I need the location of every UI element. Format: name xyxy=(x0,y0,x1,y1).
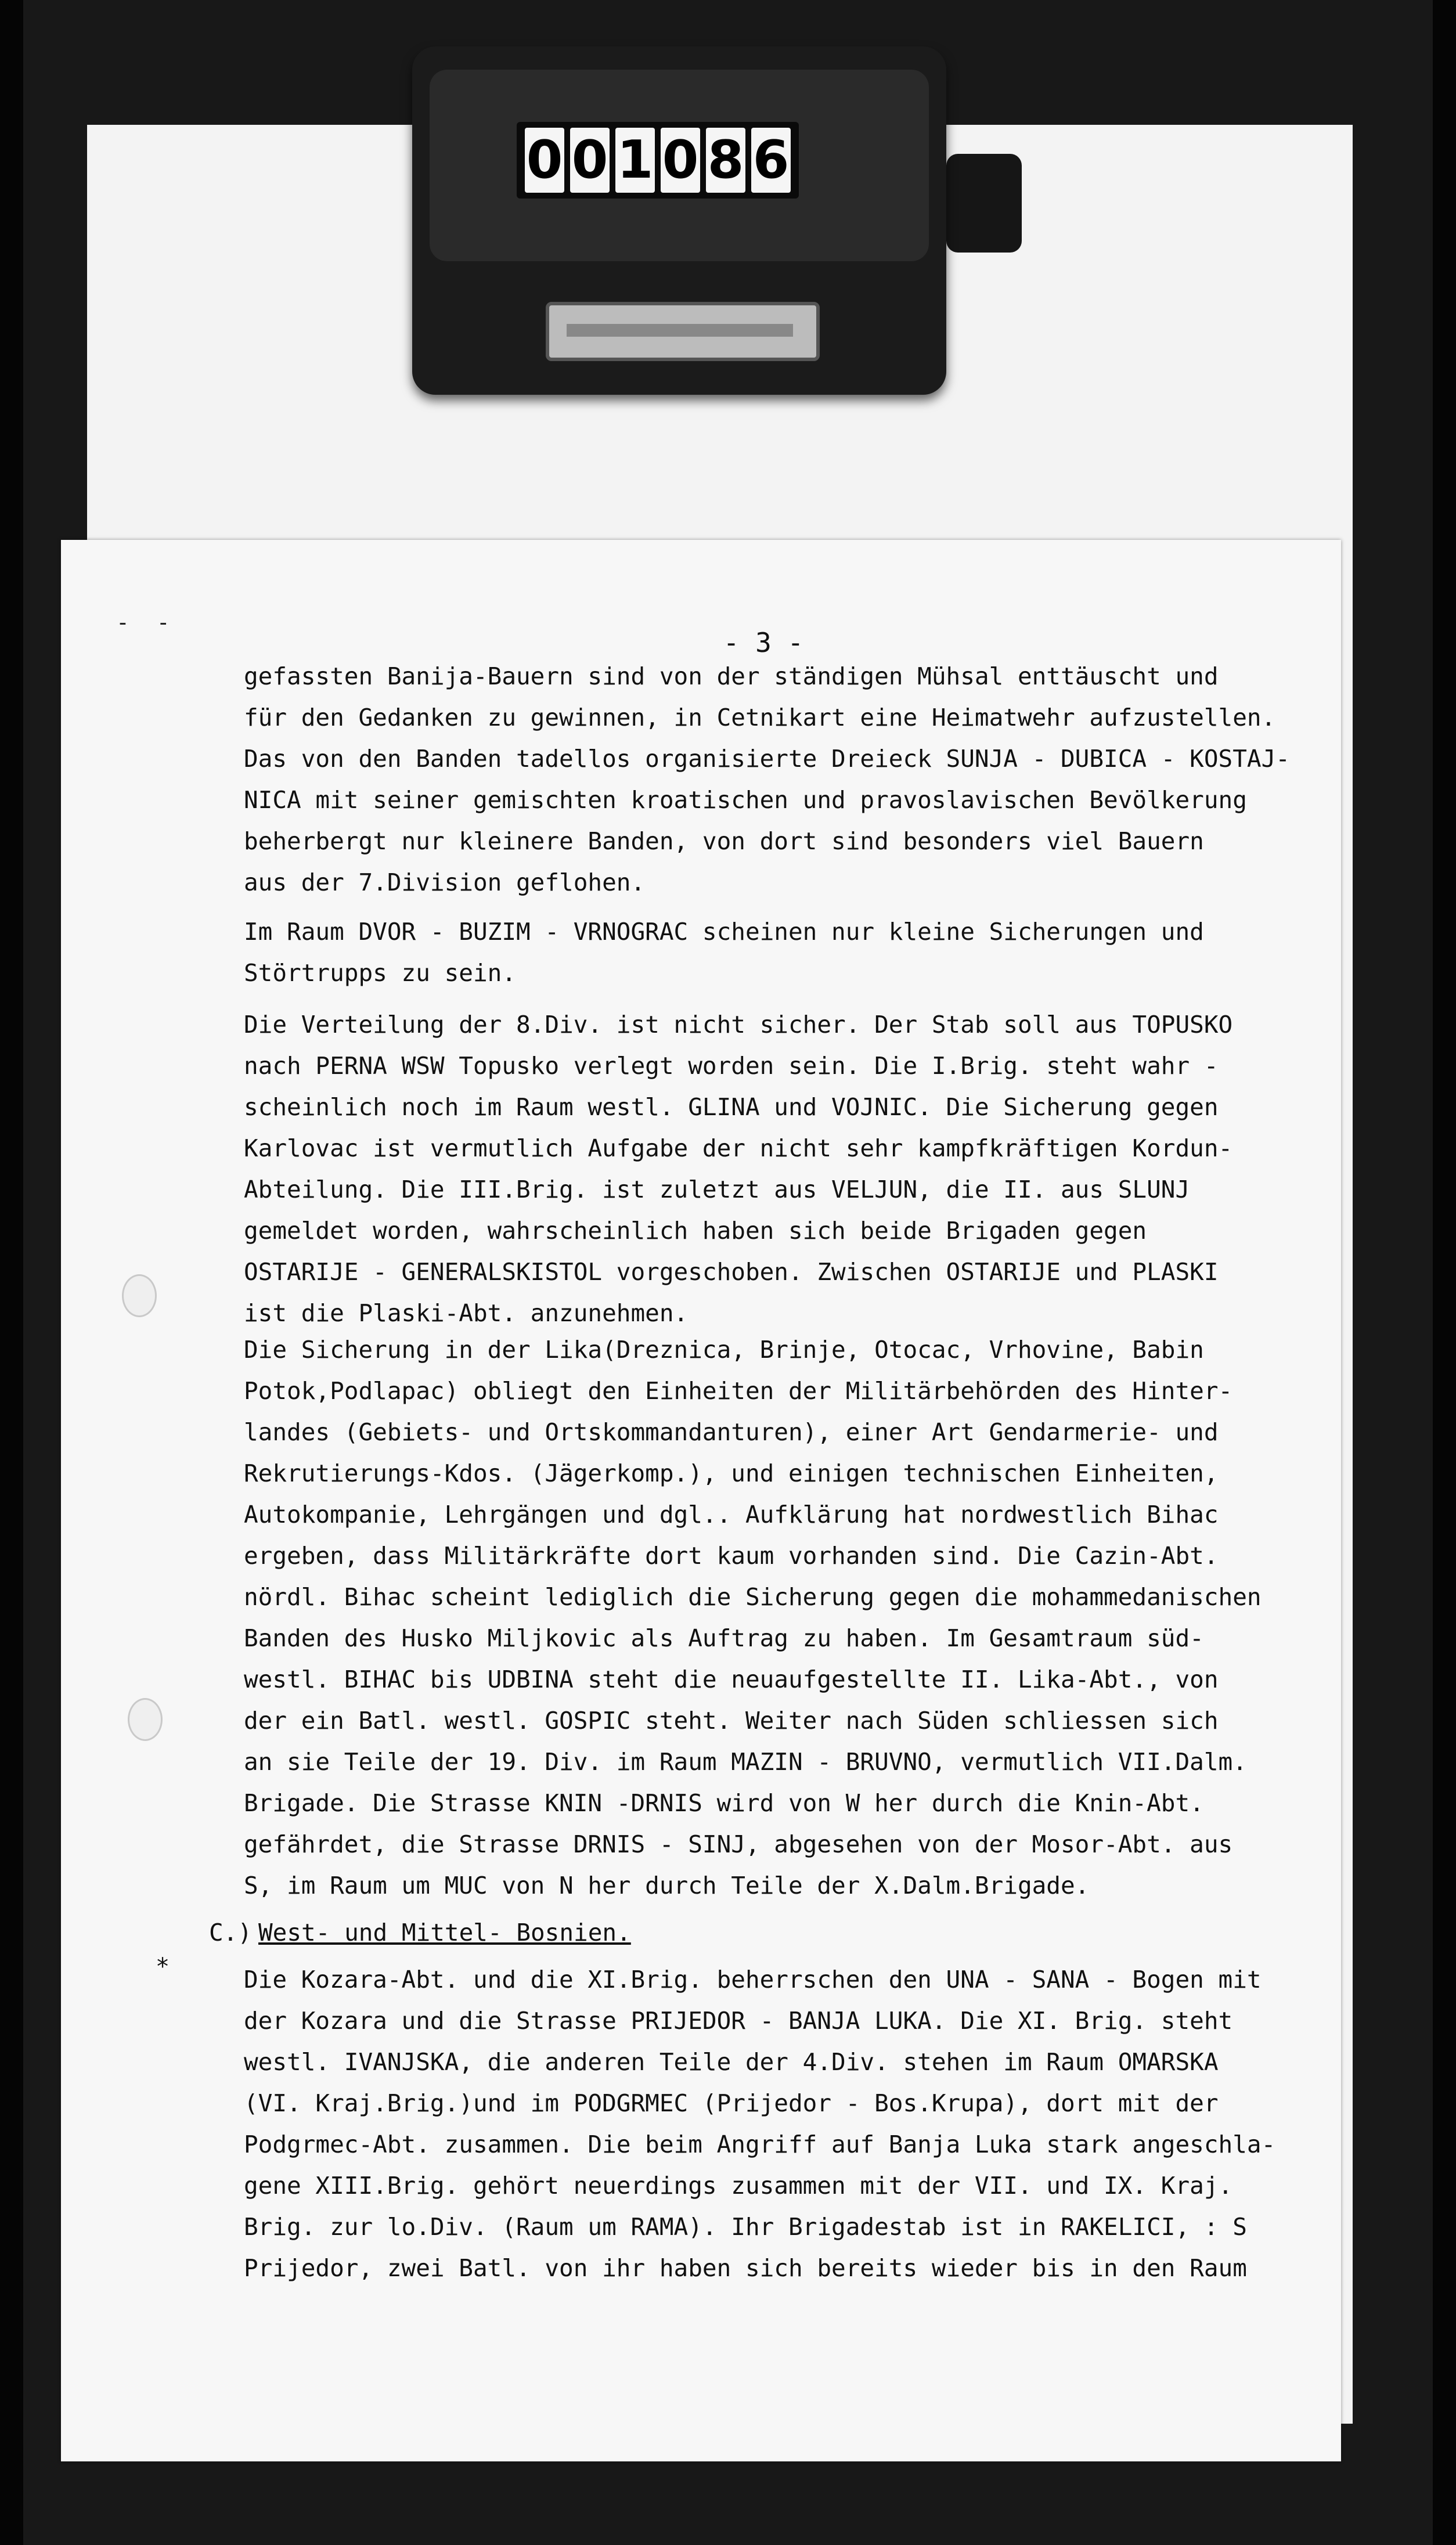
counter-side-knob xyxy=(946,154,1022,253)
counter-digits xyxy=(517,122,799,199)
counter-digit: 1 xyxy=(615,128,655,193)
counter-digit: 0 xyxy=(525,128,564,193)
paragraph-dvor: Im Raum DVOR - BUZIM - VRNOGRAC scheinen nur kleine Sicherungen und Störtrupps zu sein. xyxy=(244,918,1204,987)
counter-digit: 0 xyxy=(570,128,610,193)
counter-nameplate xyxy=(546,302,820,361)
counter-digit: 0 xyxy=(661,128,700,193)
paragraph-banija: gefassten Banija-Bauern sind von der ständigen Mühsal enttäuscht und für den Gedanken zu gewinnen, in Cetnikart eine Heimatwehr aufzustellen. Das von den Banden tadellos organisierte Dreieck SUNJA - DUBICA - KOSTAJ- NICA mit seiner gemischten kroatischen und pravoslavischen Bevölkerung beherbergt nur kleinere Banden, von dort sind besonders viel Bauern aus der 7.Division geflohen. xyxy=(244,662,1290,896)
page-number: - 3 - xyxy=(723,627,804,658)
section-heading: West- und Mittel- Bosnien. xyxy=(258,1919,631,1946)
punch-hole-upper xyxy=(122,1274,157,1317)
document-page xyxy=(61,540,1341,2461)
film-border-left xyxy=(0,0,23,2545)
frame-counter-device xyxy=(412,46,946,395)
counter-digit: 6 xyxy=(751,128,791,193)
punch-hole-lower xyxy=(128,1698,163,1741)
edge-mark: * xyxy=(156,1953,170,1980)
paragraph-lika: Die Sicherung in der Lika(Dreznica, Brinje, Otocac, Vrhovine, Babin Potok,Podlapac) obliegt den Einheiten der Militärbehörden des Hinter- landes (Gebiets- und Ortskommandanturen), einer Art Gendarmerie- und Rekrutierungs-Kdos. (Jägerkomp.), und einigen technischen Einheiten, Autokompanie, Lehrgängen und dgl.. Aufklärung hat nordwestlich Bihac ergeben, dass Militärkräfte dort kaum vorhanden sind. Die Cazin-Abt. nördl. Bihac scheint lediglich die Sicherung gegen die mohammedanischen Banden des Husko Miljkovic als Auftrag zu haben. Im Gesamtraum süd- westl. BIHAC bis UDBINA steht die neuaufgestellte II. Lika-Abt., von der ein Batl. westl. GOSPIC steht. Weiter nach Süden schliessen sich an sie Teile der 19. Div. im Raum MAZIN - BRUVNO, vermutlich VII.Dalm. Brigade. Die Strasse KNIN -DRNIS wird von W her durch die Knin-Abt. gefährdet, die Strasse DRNIS - SINJ, abgesehen von der Mosor-Abt. aus S, im Raum um MUC von N her durch Teile der X.Dalm.Brigade. xyxy=(244,1336,1262,1899)
paragraph-bosnia: Die Kozara-Abt. und die XI.Brig. beherrschen den UNA - SANA - Bogen mit der Kozara und die Strasse PRIJEDOR - BANJA LUKA. Die XI. Brig. steht westl. IVANJSKA, die anderen Teile der 4.Div. stehen im Raum OMARSKA (VI. Kraj.Brig.)und im PODGRMEC (Prijedor - Bos.Krupa), dort mit der Podgrmec-Abt. zusammen. Die beim Angriff auf Banja Luka stark angeschla- gene XIII.Brig. gehört neuerdings zusammen mit der VII. und IX. Kraj. Brig. zur lo.Div. (Raum um RAMA). Ihr Brigadestab ist in RAKELICI, : S Prijedor, zwei Batl. von ihr haben sich bereits wieder bis in den Raum xyxy=(244,1966,1276,2282)
paragraph-8-division: Die Verteilung der 8.Div. ist nicht sicher. Der Stab soll aus TOPUSKO nach PERNA WSW Topusko verlegt worden sein. Die I.Brig. steht wahr - scheinlich noch im Raum westl. GLINA und VOJNIC. Die Sicherung gegen Karlovac ist vermutlich Aufgabe der nicht sehr kampfkräftigen Kordun- Abteilung. Die III.Brig. ist zuletzt aus VELJUN, die II. aus SLUNJ gemeldet worden, wahrscheinlich haben sich beide Brigaden gegen OSTARIJE - GENERALSKISTOL vorgeschoben. Zwischen OSTARIJE und PLASKI ist die Plaski-Abt. anzunehmen. xyxy=(244,1011,1233,1327)
counter-nameplate-inscription xyxy=(567,324,793,337)
section-label: C.) xyxy=(209,1919,253,1946)
counter-digit: 8 xyxy=(706,128,745,193)
margin-marks: - - xyxy=(116,610,177,635)
film-border-right xyxy=(1433,0,1456,2545)
